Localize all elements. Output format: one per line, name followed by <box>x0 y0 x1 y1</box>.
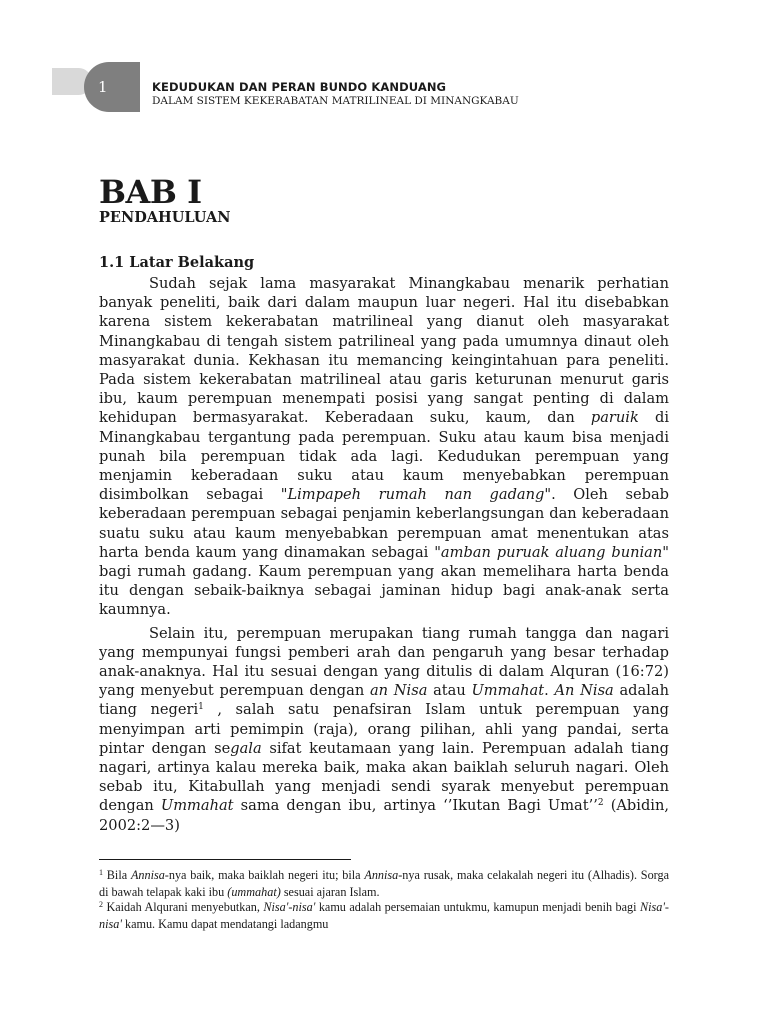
text-run: Bila <box>103 868 131 882</box>
footnote-ref-2[interactable]: 2 <box>597 798 604 809</box>
italic-term: Ummahat <box>160 797 234 815</box>
page-number: 1 <box>98 78 108 96</box>
section-heading: 1.1 Latar Belakang <box>99 254 255 271</box>
text-run: di Minangkabau tergantung pada perempuan. Suku atau kaum bisa menjadi punah bila perempuan tidak ada lagi. Kedudukan perempuan yang menjamin keberadaan suku atau kaum menyebabkan perempuan disimbolkan sebagai <box>99 409 669 504</box>
italic-term: Nisa'-nisa' <box>263 900 316 914</box>
italic-term: paruik <box>590 409 639 427</box>
running-header-subtitle: DALAM SISTEM KEKERABATAN MATRILINEAL DI MINANGKABAU <box>152 95 519 107</box>
text-run: , salah satu penafsiran Islam untuk perempuan yang menyimpan arti pemimpin (raja), orang pilihan, ahli yang pandai, serta pintar dengan se <box>99 701 669 757</box>
footnote-2 <box>99 899 669 933</box>
text-run: -nya rusak, maka celakalah negeri itu (Alhadis). Sorga di bawah telapak kaki ibu <box>99 868 670 899</box>
italic-term: Nisa'-nisa' <box>99 900 669 931</box>
text-run: adalah tiang negeri <box>99 682 669 719</box>
italic-term: "amban puruak aluang bunian" <box>434 543 669 561</box>
italic-term: an Nisa <box>369 682 428 700</box>
text-run: sesuai ajaran Islam. <box>280 885 380 899</box>
text-run: -nya baik, maka baiklah negeri itu; bila <box>164 868 365 882</box>
text-run: bagi rumah gadang. Kaum perempuan yang akan memelihara harta benda itu dengan sebaik-baiknya sebagai jaminan hidup bagi anak-anak serta kaumnya. <box>99 563 669 619</box>
body-text <box>99 274 669 839</box>
paragraph-1 <box>99 274 669 620</box>
chapter-title: BAB I <box>99 173 202 211</box>
italic-term: Annisa <box>364 868 399 882</box>
footnote-marker: 2 <box>99 900 103 909</box>
text-run: kamu. Kamu dapat mendatangi ladangmu <box>121 917 329 931</box>
paragraph-2 <box>99 624 669 835</box>
text-run: kamu adalah persemaian untukmu, kamupun menjadi benih bagi <box>315 900 640 914</box>
text-run: . <box>544 682 555 700</box>
footnote-separator <box>99 859 351 860</box>
running-header-title: KEDUDUKAN DAN PERAN BUNDO KANDUANG <box>152 80 447 94</box>
footnote-ref-1[interactable]: 1 <box>198 702 204 713</box>
page-number-tab <box>84 62 140 112</box>
text-run: sifat keutamaan yang lain. Perempuan adalah tiang nagari, artinya kalau mereka baik, maka akan baiklah seluruh nagari. Oleh sebab itu, Kitabullah yang menjadi sendi syarak menyebut perempuan dengan <box>99 739 669 815</box>
italic-term: An Nisa <box>554 682 614 700</box>
text-run: sama dengan ibu, artinya ‘’Ikutan Bagi Umat’’ <box>233 797 598 815</box>
text-run: Selain itu, perempuan merupakan tiang rumah tangga dan nagari yang mempunyai fungsi pemberi arah dan pengaruh yang besar terhadap anak-anaknya. Hal itu sesuai dengan yang ditulis di dalam Alquran (16:72) yang menyebut perempuan dengan <box>99 624 669 700</box>
text-run: Kaidah Alqurani menyebutkan, <box>103 900 264 914</box>
text-run: (Abidin, 2002:2—3) <box>99 797 669 834</box>
italic-term: gala <box>230 739 262 757</box>
footnote-marker: 1 <box>99 868 103 877</box>
italic-term: Annisa <box>130 868 165 882</box>
text-run: . Oleh sebab keberadaan perempuan sebagai penjamin keberlangsungan dan keberadaan suatu suku atau kaum menyebabkan perempuan amat menentukan atas harta benda kaum yang dinamakan sebagai <box>99 486 669 561</box>
italic-term: "Limpapeh rumah nan gadang" <box>280 486 552 504</box>
chapter-subtitle: PENDAHULUAN <box>99 209 231 226</box>
text-run: atau <box>427 682 472 700</box>
text-run: Sudah sejak lama masyarakat Minangkabau menarik perhatian banyak peneliti, baik dari dalam maupun luar negeri. Hal itu disebabkan karena sistem kekerabatan matrilineal yang dianut oleh masyarakat Minangkabau di tengah sistem patrilineal yang pada umumnya dinaut oleh masyarakat dunia. Kekhasan itu memancing keingintahuan para peneliti. Pada sistem kekerabatan matrilineal atau garis keturunan menurut garis ibu, kaum perempuan menempati posisi yang sangat penting di dalam kehidupan bermasyarakat. Keberadaan suku, kaum, dan <box>99 275 669 427</box>
footnote-1 <box>99 867 669 901</box>
italic-term: Ummahat <box>471 682 545 700</box>
running-header <box>152 80 519 108</box>
italic-term: (ummahat) <box>227 885 281 899</box>
